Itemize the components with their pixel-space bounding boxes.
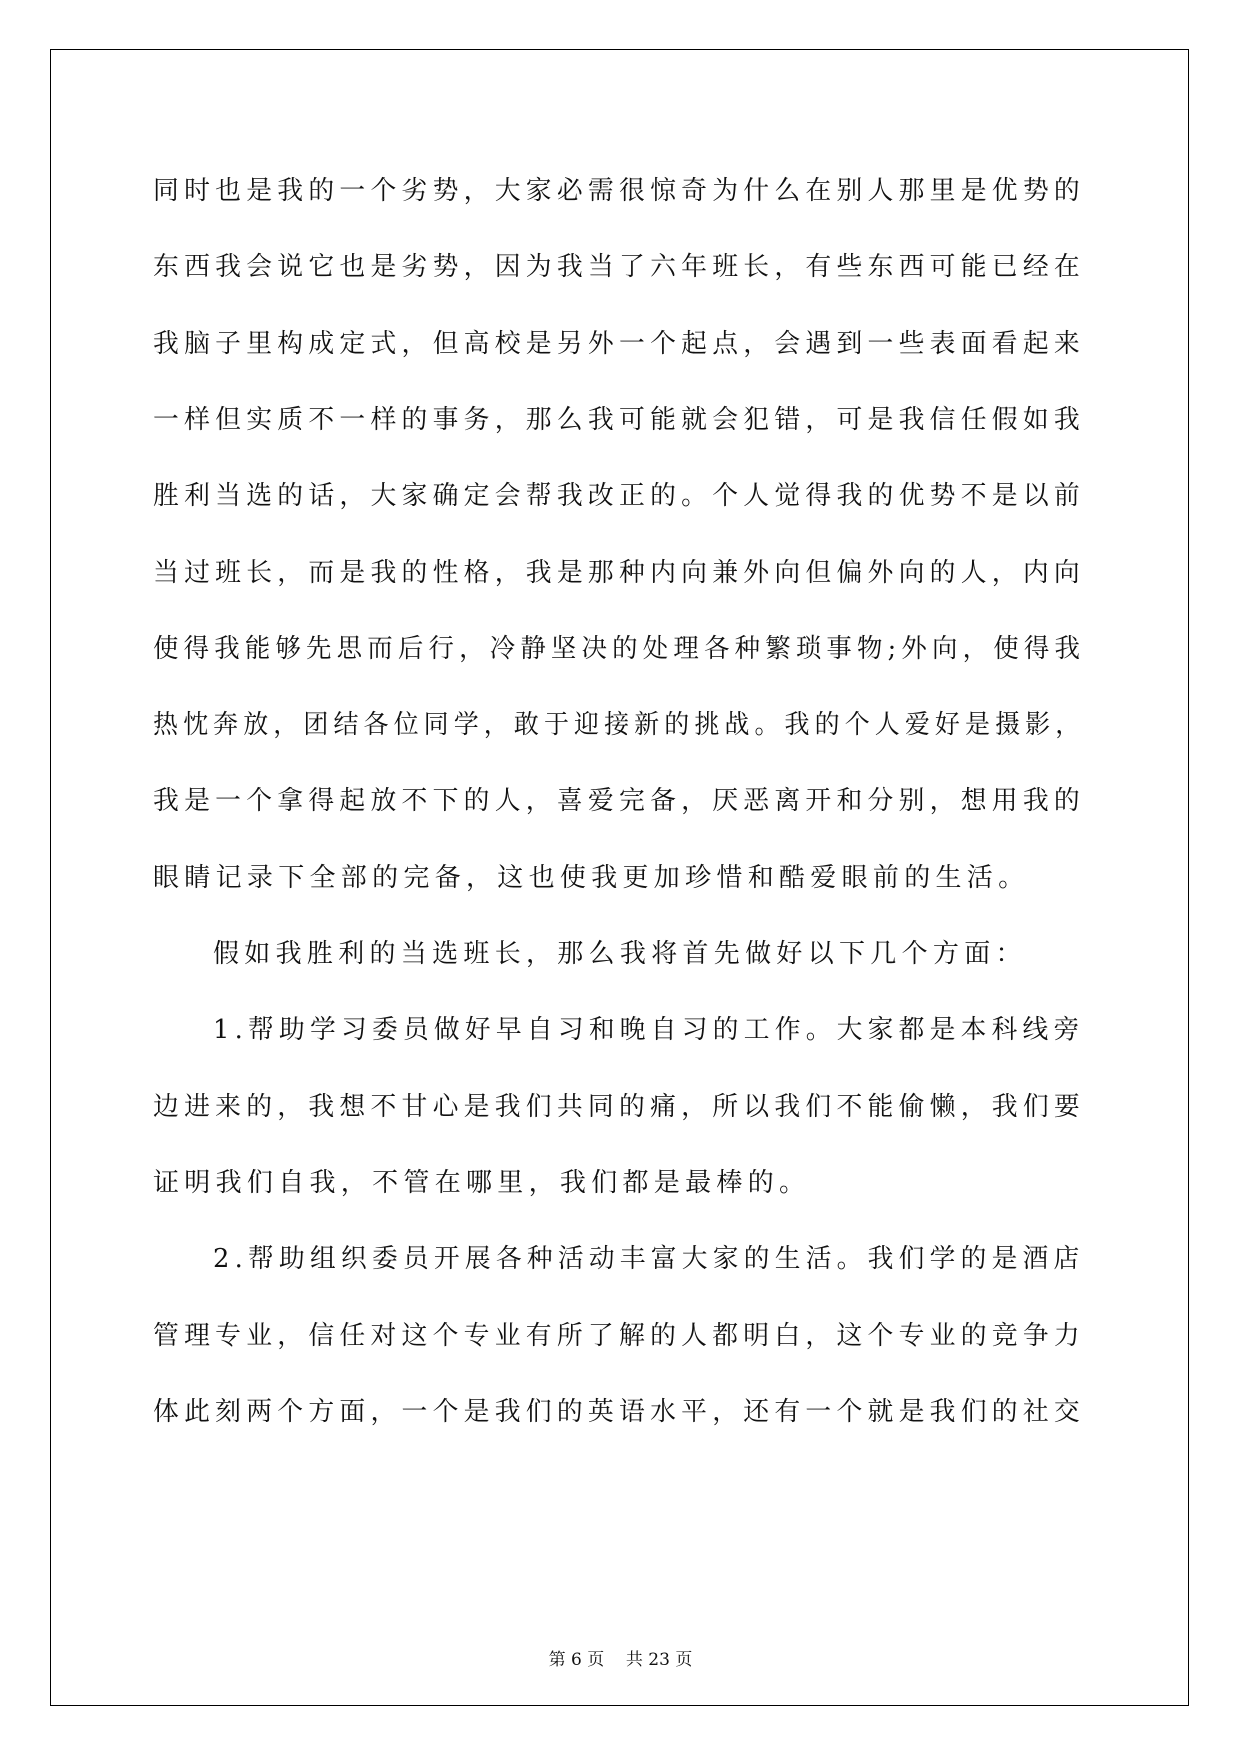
total-pages-label: 共 23 页 <box>625 1650 693 1670</box>
text-line: 当过班长，而是我的性格，我是那种内向兼外向但偏外向的人，内向 <box>153 557 1086 588</box>
text-line: 我脑子里构成定式，但高校是另外一个起点，会遇到一些表面看起来 <box>153 328 1086 359</box>
text-line: 胜利当选的话，大家确定会帮我改正的。个人觉得我的优势不是以前 <box>153 481 1086 512</box>
text-line: 眼睛记录下全部的完备，这也使我更加珍惜和酷爱眼前的生活。 <box>153 862 1030 893</box>
text-line: 热忱奔放，团结各位同学，敢于迎接新的挑战。我的个人爱好是摄影， <box>153 710 1086 741</box>
text-line: 体此刻两个方面，一个是我们的英语水平，还有一个就是我们的社交 <box>153 1396 1086 1427</box>
text-line: 管理专业，信任对这个专业有所了解的人都明白，这个专业的竞争力 <box>153 1320 1086 1351</box>
page-footer <box>0 1645 1241 1670</box>
text-line: 使得我能够先思而后行，冷静坚决的处理各种繁琐事物;外向，使得我 <box>153 633 1086 664</box>
text-line: 同时也是我的一个劣势，大家必需很惊奇为什么在别人那里是优势的 <box>153 176 1086 206</box>
text-line: 证明我们自我，不管在哪里，我们都是最棒的。 <box>153 1167 811 1198</box>
paragraph-first-line: 假如我胜利的当选班长，那么我将首先做好以下几个方面： <box>213 939 1027 969</box>
text-line: 我是一个拿得起放不下的人，喜爱完备，厌恶离开和分别，想用我的 <box>153 786 1086 817</box>
text-line: 边进来的，我想不甘心是我们共同的痛，所以我们不能偷懒，我们要 <box>153 1091 1086 1122</box>
text-line: 东西我会说它也是劣势，因为我当了六年班长，有些东西可能已经在 <box>153 252 1086 283</box>
current-page-label: 第 6 页 <box>548 1650 605 1670</box>
list-item-2-first-line: 2.帮助组织委员开展各种活动丰富大家的生活。我们学的是酒店 <box>213 1244 1085 1275</box>
text-line: 一样但实质不一样的事务，那么我可能就会犯错，可是我信任假如我 <box>153 404 1086 435</box>
list-item-1-first-line: 1.帮助学习委员做好早自习和晚自习的工作。大家都是本科线旁 <box>213 1015 1085 1046</box>
